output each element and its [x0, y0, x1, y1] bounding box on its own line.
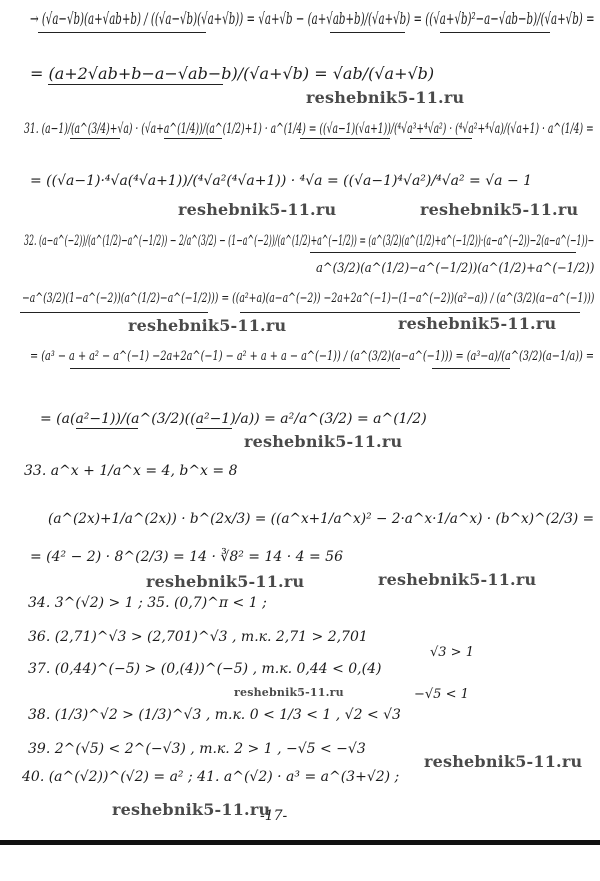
fraction-bar — [70, 368, 400, 369]
page-number: -17- — [260, 808, 288, 824]
watermark: reshebnik5-11.ru — [178, 200, 337, 219]
watermark: reshebnik5-11.ru — [244, 432, 403, 451]
fraction-bar — [310, 252, 576, 253]
fraction-bar — [440, 32, 550, 33]
fraction-bar — [76, 428, 138, 429]
problem-37: 37. (0,44)^(−5) > (0,(4))^(−5) , т.к. 0,44 < 0,(4) — [28, 661, 382, 677]
watermark: reshebnik5-11.ru — [420, 200, 579, 219]
problem-32-line: 32. (a−a^(−2))/(a^(1/2)−a^(−1/2)) − 2/a^(3/2) − (1−a^(−2))/(a^(1/2)+a^(−1/2)) = (a^(3/2)(a^(1/2)+a^(−1/2))·(a−a^(−2))−2(a−a^(−1))− — [24, 233, 595, 249]
watermark: reshebnik5-11.ru — [146, 572, 305, 591]
fraction-bar — [48, 84, 223, 85]
watermark: reshebnik5-11.ru — [112, 800, 271, 819]
problem-36-note: √3 > 1 — [430, 645, 474, 660]
bottom-border — [0, 840, 600, 845]
watermark: reshebnik5-11.ru — [398, 314, 557, 333]
watermark: reshebnik5-11.ru — [378, 570, 537, 589]
problem-33-result: = (4² − 2) · 8^(2/3) = 14 · ∛8² = 14 · 4 = 56 — [30, 549, 343, 565]
problem-32-denominator: a^(3/2)(a^(1/2)−a^(−1/2))(a^(1/2)+a^(−1/2)) — [316, 261, 595, 276]
fraction-bar — [164, 138, 222, 139]
watermark: reshebnik5-11.ru — [306, 88, 465, 107]
fraction-bar — [38, 32, 206, 33]
watermark: reshebnik5-11.ru — [234, 686, 344, 699]
fraction-bar — [330, 32, 405, 33]
problems-40-41: 40. (a^(√2))^(√2) = a² ; 41. a^(√2) · a³ = a^(3+√2) ; — [22, 769, 400, 785]
problems-34-35: 34. 3^(√2) > 1 ; 35. (0,7)^π < 1 ; — [28, 595, 267, 611]
problem-39: 39. 2^(√5) < 2^(−√3) , т.к. 2 > 1 , −√5 < −√3 — [28, 741, 366, 757]
problem-33-condition: 33. a^x + 1/a^x = 4, b^x = 8 — [24, 463, 238, 479]
problem-31-line: 31. (a−1)/(a^(3/4)+√a) · (√a+a^(1/4))/(a^(1/2)+1) · a^(1/4) = ((√a−1)(√a+1))/(⁴√a³+⁴√a²) · (⁴√a²+⁴√a)/(√a+1) · a^(1/4) = — [24, 121, 594, 137]
problem-37-note: −√5 < 1 — [414, 687, 469, 702]
solution-line: → (√a−√b)(a+√ab+b) / ((√a−√b)(√a+√b)) = √a+√b − (a+√ab+b)/(√a+√b) = ((√a+√b)²−a−√ab−b)/(√a+√b) = — [30, 9, 595, 28]
fraction-bar — [410, 138, 472, 139]
problem-36: 36. (2,71)^√3 > (2,701)^√3 , т.к. 2,71 > 2,701 — [28, 629, 368, 645]
fraction-bar — [196, 428, 232, 429]
fraction-bar — [70, 138, 120, 139]
problem-32-continuation: −a^(3/2)(1−a^(−2))(a^(1/2)−a^(−1/2))) = ((a²+a)(a−a^(−2)) −2a+2a^(−1)−(1−a^(−2))(a²−a)) / (a^(3/2)(a−a^(−1))) — [22, 291, 595, 306]
problem-32-simplify: = (a³ − a + a² − a^(−1) −2a+2a^(−1) − a² + a + a − a^(−1)) / (a^(3/2)(a−a^(−1))) = (a³−a)/(a^(3/2)(a−1/a)) = — [30, 349, 595, 364]
fraction-bar — [432, 368, 510, 369]
solution-line: = (a+2√ab+b−a−√ab−b)/(√a+√b) = √ab/(√a+√b) — [30, 64, 435, 83]
watermark: reshebnik5-11.ru — [424, 752, 583, 771]
problem-33-expression: (a^(2x)+1/a^(2x)) · b^(2x/3) = ((a^x+1/a^x)² − 2·a^x·1/a^x) · (b^x)^(2/3) = — [48, 511, 595, 527]
problem-31-continuation: = ((√a−1)·⁴√a(⁴√a+1))/(⁴√a²(⁴√a+1)) · ⁴√a = ((√a−1)⁴√a²)/⁴√a² = √a − 1 — [30, 173, 533, 189]
watermark: reshebnik5-11.ru — [128, 316, 287, 335]
problem-38: 38. (1/3)^√2 > (1/3)^√3 , т.к. 0 < 1/3 < 1 , √2 < √3 — [28, 707, 401, 723]
fraction-bar — [300, 138, 390, 139]
fraction-bar — [240, 312, 580, 313]
fraction-bar — [20, 312, 208, 313]
problem-32-result: = (a(a²−1))/(a^(3/2)((a²−1)/a)) = a²/a^(3/2) = a^(1/2) — [40, 411, 427, 427]
